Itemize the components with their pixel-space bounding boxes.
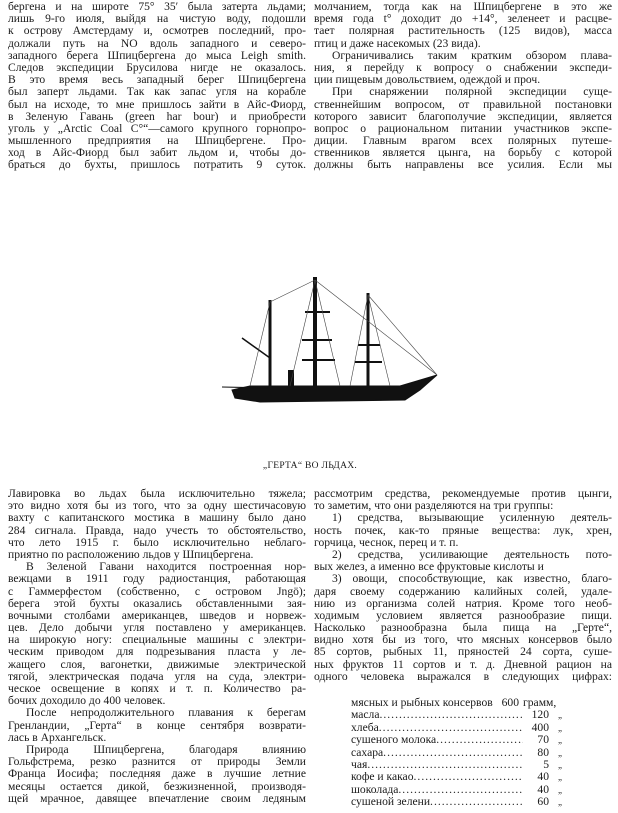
text-line: бергена и на широте 75° 35′ была затерта льдами; [8, 0, 306, 13]
text-line: 85 сортов, рыбных 11, пряностей 24 сорта, суше- [314, 645, 612, 659]
text-line: браться до бухты, пришлось потратить 9 суток. [8, 158, 306, 172]
ration-item-amount: 40 [537, 770, 549, 784]
paragraph [8, 561, 306, 707]
text-line: видно хотя бы из того, что мясных консервов было [314, 633, 612, 647]
text-line: вых желез, а именно все фруктовые кислоты и [314, 560, 544, 574]
text-line: 2) средства, усиливающие деятельность пото- [332, 547, 612, 561]
text-line: молчанием, тогда как на Шпицбергене в это же [314, 0, 612, 13]
ration-item-amount: 600 [501, 696, 519, 709]
text-line: 284 сигнала. Правда, надо учесть то обстоятельство, [8, 523, 306, 537]
ship-photo [150, 240, 470, 460]
dot-leader [430, 796, 523, 808]
ration-item-amount: 80 [537, 745, 549, 759]
dot-leader [436, 734, 523, 746]
text-line: При снаряжении полярной экспедиции суще- [332, 85, 612, 99]
text-line: уголь у „Arctic Coal C°“—самого крупного горнопро- [8, 121, 306, 135]
ration-item-unit: „ [558, 710, 562, 721]
paragraph [314, 50, 612, 87]
text-line: бочих доходило до 400 человек. [8, 694, 166, 708]
dot-leader [379, 709, 523, 721]
ration-item-name: чая [351, 758, 368, 772]
text-line: ции пищевым довольствием, одеждой и проч. [314, 73, 541, 87]
ration-row [351, 771, 571, 783]
ration-item-amount: 60 [537, 795, 549, 809]
text-line: ческое освещение в копях и т. п. Количество ра- [8, 682, 306, 695]
text-line: приятно по расположению льдов у Шпицбергена. [8, 547, 254, 561]
text-line: вочными столбами американцев, шведов и норвеж- [8, 608, 306, 622]
dot-leader [383, 747, 523, 759]
text-line: западного берега Шпицбергена до мыса Leigh smith. [8, 48, 306, 62]
ration-item-name: хлеба [351, 720, 379, 734]
ration-item-unit: „ [558, 772, 562, 783]
paragraph [8, 744, 306, 805]
text-line: Насколько разнообразна была пища на „Герте“, [314, 621, 612, 635]
text-line: тает полярная растительность (125 видов), масса [314, 24, 612, 38]
text-line: ход в Айс-Фиорд был забит льдом и, чтобы до- [8, 146, 306, 160]
text-line: ственнейшим вопросом, от правильной постановки [314, 97, 612, 111]
dot-leader [414, 771, 523, 783]
paragraph [314, 1, 612, 50]
ration-item-unit: „ [558, 760, 562, 771]
text-line: что лето 1915 г. было исключительно неблаго- [8, 535, 306, 549]
text-line: ния, я перейду к вопросу о снабжении экспеди- [314, 60, 612, 74]
text-line: Гольфстрема, резко разнится от природы Земли [8, 755, 306, 769]
text-line: ных фруктов 11 сортов и т. д. Дневной рацион на [314, 657, 612, 671]
text-line: на широкую ногу: специальные машины с электри- [8, 633, 306, 647]
text-line: Следов экспедиции Брусилова нигде не оказалось. [8, 60, 306, 74]
text-line: вахту с капитанского мостика в машину было дано [8, 511, 306, 525]
text-block-bottom-right [314, 488, 612, 683]
ration-item-name: шоколада [351, 782, 399, 796]
text-line: рассмотрим средства, рекомендуемые против цынги, [314, 487, 612, 500]
text-line: вежцами в 1911 году радиостанция, работающая [8, 572, 306, 586]
text-line: После непродолжительного плавания к берегам [26, 706, 306, 720]
ration-item-name: кофе и какао [351, 770, 414, 784]
text-line: лась в Архангельск. [8, 730, 107, 744]
text-block-top-left [8, 1, 306, 172]
text-line: берега этой бухты оказались обставленными зая- [8, 596, 306, 610]
paragraph [8, 488, 306, 561]
text-line: ходимым условием является разнообразие пищи. [314, 608, 612, 622]
text-line: горчица, чеснок, перец и т. п. [314, 535, 459, 549]
text-line: которого зависит благополучие экспедиции, является [314, 109, 612, 123]
text-line: к острову Амстердаму и, осмотрев последний, про- [8, 24, 306, 38]
text-line: цев. Дело добычи угля поставлено у американцев. [8, 621, 306, 635]
text-line: тягой, электрическая подача угля на суда, электри- [8, 669, 306, 683]
ration-item-unit: „ [558, 784, 562, 795]
paragraph [8, 1, 306, 172]
text-line: с Гаммерфестом (собственно, с островом Jngö); [8, 584, 306, 598]
ration-item-amount: 400 [531, 720, 549, 734]
text-line: нию из организма солей натрия. Кроме того необ- [314, 596, 612, 610]
text-line: 3) овощи, способствующие, как известно, благо- [332, 572, 612, 586]
ration-item-name: сушеной зелени [351, 795, 431, 809]
text-line: одного человека выражался в следующих цифрах: [314, 669, 612, 683]
text-block-top-right [314, 1, 612, 172]
text-line: Лавировка во льдах была исключительно тяжела; [8, 487, 306, 500]
ration-item-name: масла [351, 708, 380, 722]
text-line: жащего слоя, вагонетки, движимые электрической [8, 657, 306, 671]
ration-item-unit: „ [558, 747, 562, 758]
text-line: 1) средства, вызывающие усиленную деятель- [332, 511, 612, 525]
ration-item-unit: грамм, [523, 696, 557, 709]
text-line: был заперт льдами. Так как запас угля на корабле [8, 85, 306, 99]
text-line: Гренландии, „Герта“ в конце сентября возврати- [8, 718, 306, 732]
text-line: ность почек, как-то пряные вещества: лук, хрен, [314, 523, 612, 537]
text-line: даря своему содержанию калийных солей, удале- [314, 584, 612, 598]
text-line: В это время весь западный берег Шпицбергена [8, 73, 306, 87]
text-line: В Зеленой Гавани находится построенная нор- [26, 560, 306, 574]
ration-item-amount: 120 [531, 708, 549, 722]
paragraph [314, 512, 612, 549]
text-line: ственников является цынга, на борьбу с которой [314, 146, 612, 160]
text-line: время года t° доходит до +14°, зеленеет и расцве- [314, 12, 612, 26]
paragraph [314, 573, 612, 683]
text-line: вопрос о рациональном питании участников экспе- [314, 121, 612, 135]
paragraph [314, 86, 612, 171]
text-line: то заметим, что они разделяются на три группы: [314, 499, 554, 513]
text-line: это видно хотя бы из того, что за одну шестичасовую [8, 499, 306, 513]
ration-row [351, 796, 571, 808]
text-line: Ограничивались таким кратким обзором плава- [332, 48, 612, 62]
text-line: месяцы остается дикой, безжизненной, производя- [8, 779, 306, 793]
text-line: диции. Главным врагом всех полярных путеше- [314, 134, 612, 148]
text-line: был на исходе, то мне пришлось зайти в Айс-Фиорд, [8, 97, 306, 111]
paragraph [8, 707, 306, 744]
paragraph [314, 549, 612, 573]
ration-item-amount: 70 [537, 733, 549, 747]
text-line: птиц и даже насекомых (23 вида). [314, 36, 481, 50]
ration-row [351, 747, 571, 759]
ration-item-unit: „ [558, 735, 562, 746]
ration-item-name: сахара [351, 745, 384, 759]
text-line: Франца Иосифа; последняя даже в лучшие летние [8, 767, 306, 781]
text-line: в Зеленую Гавань (green har bour) и приобрести [8, 109, 306, 123]
text-block-bottom-left [8, 488, 306, 805]
ration-row [351, 734, 571, 746]
daily-ration-table [351, 697, 571, 809]
text-line: должали путь на NO вдоль западного и северо- [8, 36, 306, 50]
ship-hertha-illustration [150, 240, 470, 460]
text-line: щей мрачное, давящее впечатление своим ледяным [8, 791, 306, 805]
figure-caption: „ГЕРТА“ ВО ЛЬДАХ. [262, 461, 358, 471]
ration-item-unit: „ [558, 797, 562, 808]
text-line: ческим приводом для подрезывания пласта у ле- [8, 645, 306, 659]
ration-item-name: мясных и рыбных консервов [351, 696, 493, 709]
ration-item-amount: 40 [537, 782, 549, 796]
paragraph [314, 488, 612, 512]
ration-item-name: сушеного молока [351, 733, 437, 747]
ration-row [351, 709, 571, 721]
ration-item-amount: 5 [543, 758, 549, 772]
text-line: лишь 9-го июля, выйдя на чистую воду, подошли [8, 12, 306, 26]
text-line: Природа Шпицбергена, благодаря влиянию [26, 742, 306, 756]
text-line: мышленного предприятия на Шпицбергене. Про- [8, 134, 306, 148]
ration-item-unit: „ [558, 722, 562, 733]
text-line: должны быть направлены все усилия. Если мы [314, 158, 612, 172]
